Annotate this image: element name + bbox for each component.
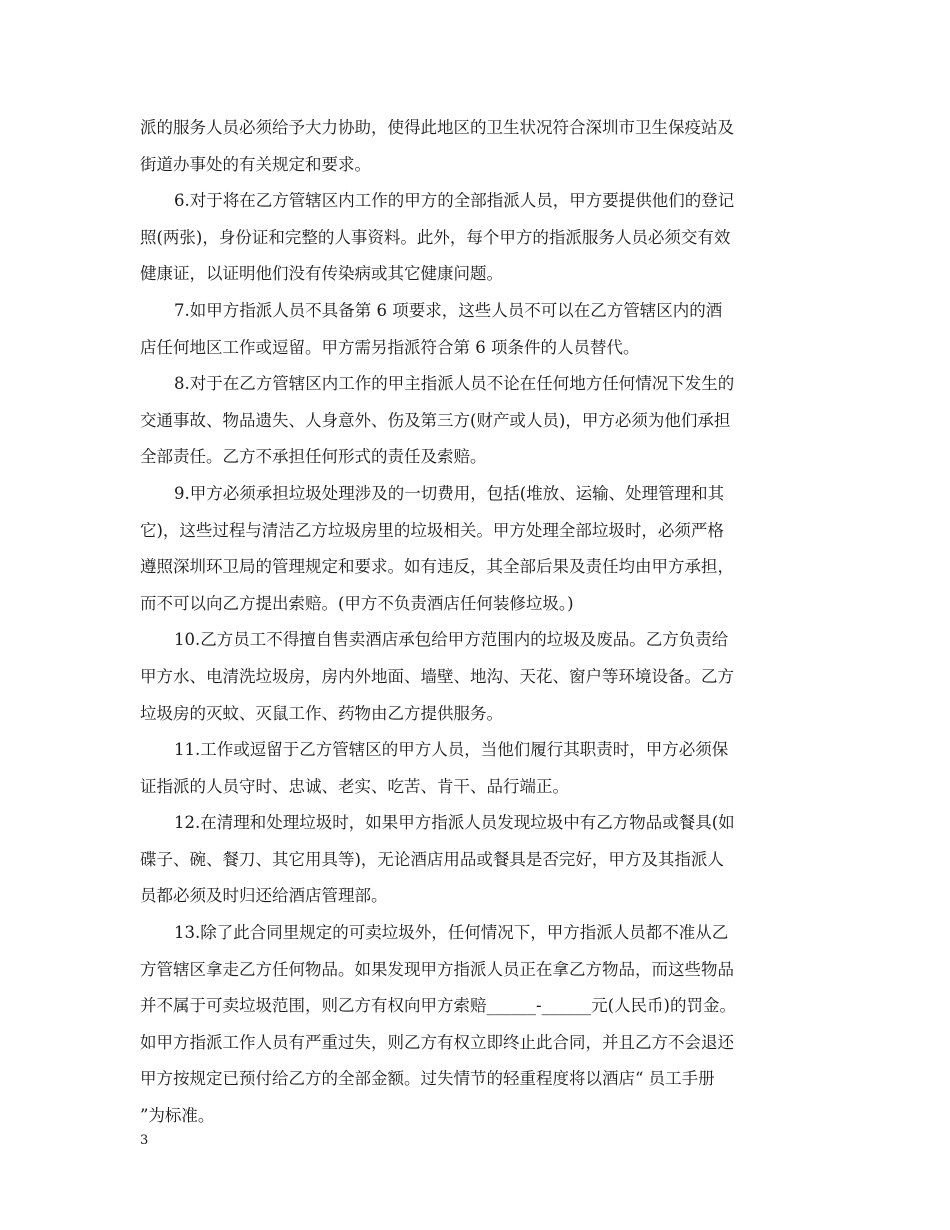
text-line: 9.甲方必须承担垃圾处理涉及的一切费用，包括(堆放、运输、处理管理和其	[174, 483, 725, 503]
text-line: 并不属于可卖垃圾范围，则乙方有权向甲方索赔______-______元(人民币)的罚金。	[140, 996, 736, 1016]
text-line: 甲方按规定已预付给乙方的全部金额。过失情节的轻重程度将以酒店“ 员工手册	[140, 1069, 715, 1089]
text-line: 8.对于在乙方管辖区内工作的甲主指派人员不论在任何地方任何情况下发生的	[174, 374, 735, 394]
text-line: 而不可以向乙方提出索赔。(甲方不负责酒店任何装修垃圾。)	[140, 593, 574, 613]
text-line: 全部责任。乙方不承担任何形式的责任及索赔。	[140, 447, 487, 467]
text-line: 照(两张)，身份证和完整的人事资料。此外，每个甲方的指派服务人员必须交有效	[140, 227, 731, 247]
page-number: 3	[140, 1133, 149, 1148]
text-line: 垃圾房的灭蚊、灭鼠工作、药物由乙方提供服务。	[140, 703, 503, 723]
text-line: 交通事故、物品遗失、人身意外、伤及第三方(财产或人员)，甲方必须为他们承担	[140, 410, 731, 430]
text-line: 遵照深圳环卫局的管理规定和要求。如有违反，其全部后果及责任均由甲方承担，	[140, 557, 734, 577]
text-line: 甲方水、电清洗垃圾房，房内外地面、墙壁、地沟、天花、窗户等环境设备。乙方	[140, 666, 734, 686]
text-line: 碟子、碗、餐刀、其它用具等)，无论酒店用品或餐具是否完好，甲方及其指派人	[140, 849, 724, 869]
text-line: 13.除了此合同里规定的可卖垃圾外，任何情况下，甲方指派人员都不准从乙	[174, 923, 729, 943]
text-line: 街道办事处的有关规定和要求。	[140, 154, 371, 174]
text-line: 健康证，以证明他们没有传染病或其它健康问题。	[140, 264, 503, 284]
text-line: 员都必须及时归还给酒店管理部。	[140, 886, 388, 906]
text-line: 如甲方指派工作人员有严重过失，则乙方有权立即终止此合同，并且乙方不会退还	[140, 1032, 734, 1052]
text-line: ”为标准。	[140, 1106, 215, 1126]
text-line: 7.如甲方指派人员不具备第 6 项要求，这些人员不可以在乙方管辖区内的酒	[174, 300, 723, 320]
text-line: 6.对于将在乙方管辖区内工作的甲方的全部指派人员，甲方要提供他们的登记	[174, 191, 735, 211]
text-line: 证指派的人员守时、忠诚、老实、吃苦、肯干、品行端正。	[140, 776, 569, 796]
text-line: 它)，这些过程与清洁乙方垃圾房里的垃圾相关。甲方处理全部垃圾时，必须严格	[140, 520, 724, 540]
text-line: 12.在清理和处理垃圾时，如果甲方指派人员发现垃圾中有乙方物品或餐具(如	[174, 813, 735, 833]
text-line: 派的服务人员必须给予大力协助，使得此地区的卫生状况符合深圳市卫生保疫站及	[140, 118, 734, 137]
text-line: 店任何地区工作或逗留。甲方需另指派符合第 6 项条件的人员替代。	[140, 337, 640, 357]
text-line: 11.工作或逗留于乙方管辖区的甲方人员，当他们履行其职责时，甲方必须保	[174, 740, 729, 760]
document-body	[140, 110, 812, 1135]
text-line: 10.乙方员工不得擅自售卖酒店承包给甲方范围内的垃圾及废品。乙方负责给	[174, 630, 729, 650]
text-line: 方管辖区拿走乙方任何物品。如果发现甲方指派人员正在拿乙方物品，而这些物品	[140, 959, 734, 979]
